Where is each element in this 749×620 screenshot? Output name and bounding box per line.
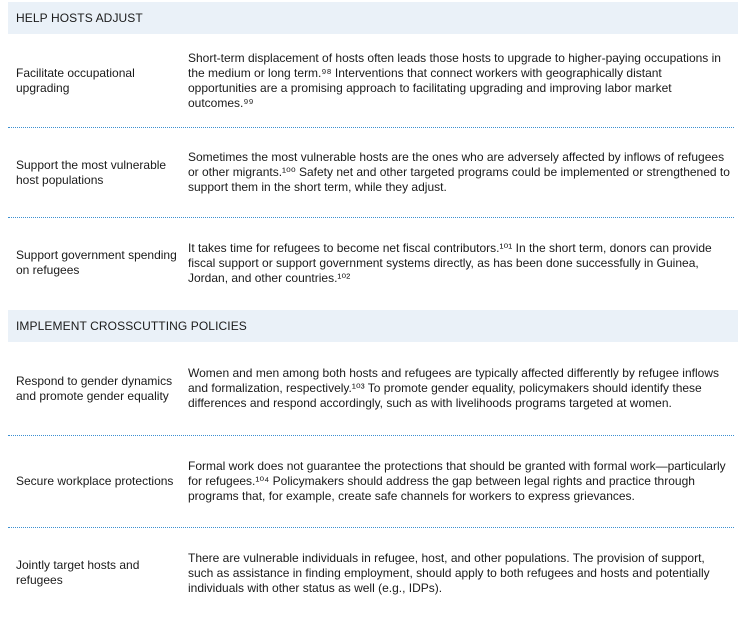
table-row [8, 436, 734, 528]
row-label: Secure workplace protections [16, 474, 174, 488]
row-label: Respond to gender dynamics and promote gender equality [16, 373, 173, 403]
section-header-implement-crosscutting-policies: IMPLEMENT CROSSCUTTING POLICIES [8, 310, 738, 342]
row-description: There are vulnerable individuals in refugee, host, and other populations. The provision of support, such as assistance in finding employment, should apply to both refugees and hosts and potentially individuals with other status as well (e.g., IDPs). [188, 550, 710, 595]
row-description: It takes time for refugees to become net fiscal contributors.¹⁰¹ In the short term, donors can provide fiscal support or support government systems directly, as has been done successfully in Guinea, Jordan, and other countries.¹⁰² [188, 240, 712, 285]
row-description: Short-term displacement of hosts often leads those hosts to upgrade to higher-paying occupations in the medium or long term.⁹⁸ Interventions that connect workers with geographically distant opportunities are a promising approach to facilitating upgrading and improving labor market outcomes.⁹⁹ [188, 50, 721, 110]
row-label: Support government spending on refugees [16, 248, 177, 277]
row-label: Jointly target hosts and refugees [16, 558, 140, 587]
row-description: Formal work does not guarantee the protections that should be granted with formal work—particularly for refugees.¹⁰⁴ Policymakers should address the gap between legal rights and practice through programs that, for example, create safe channels for workers to express grievances. [188, 459, 726, 503]
table-row [8, 34, 734, 128]
row-description: Sometimes the most vulnerable hosts are the ones who are adversely affected by inflows of refugees or other migrants.¹⁰⁰ Safety net and other targeted programs could be implemented or strengthened to support them in the short term, while they adjust. [188, 150, 730, 194]
table-row [8, 342, 734, 436]
table-row [8, 528, 734, 618]
row-description: Women and men among both hosts and refugees are typically affected differently by refugee inflows and formalization, respectively.¹⁰³ To promote gender equality, policymakers should identify these differences and respond accordingly, such as with livelihoods programs targeted at women. [188, 366, 719, 410]
row-label: Support the most vulnerable host populations [16, 157, 167, 187]
table-row [8, 128, 734, 218]
row-label: Facilitate occupational upgrading [16, 65, 135, 95]
section-header-help-hosts-adjust: HELP HOSTS ADJUST [8, 2, 738, 34]
table-row [8, 218, 734, 308]
